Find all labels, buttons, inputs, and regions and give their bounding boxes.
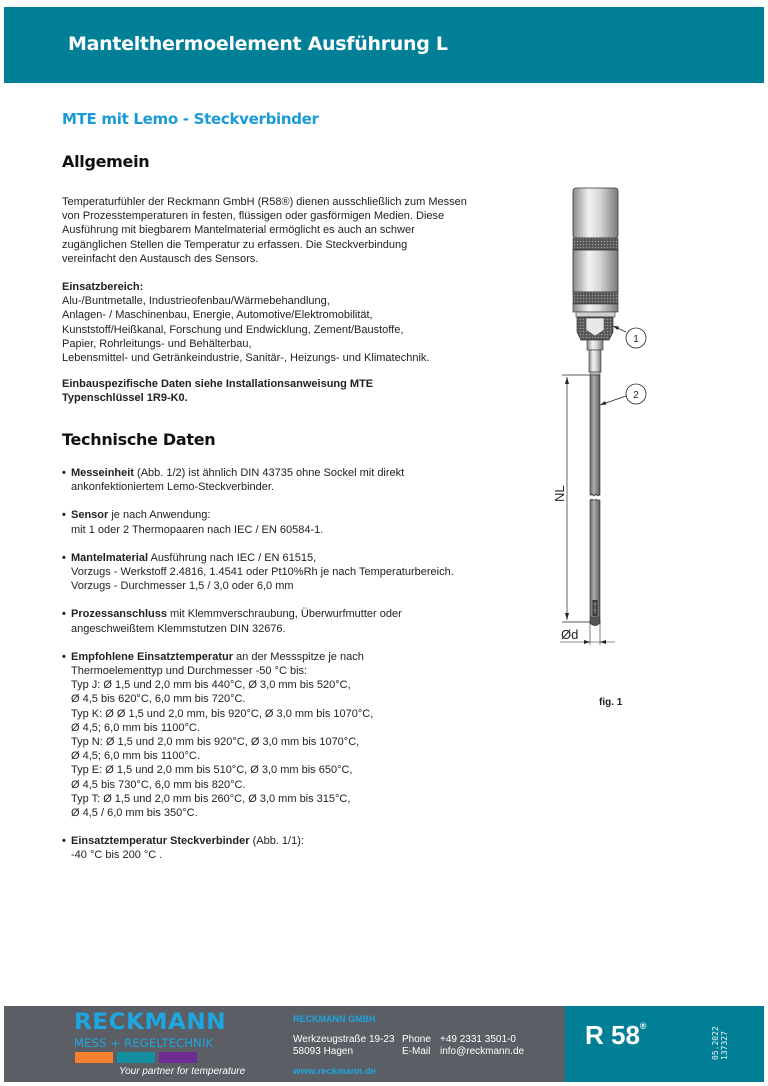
section-heading-technische-daten: Technische Daten — [62, 430, 216, 449]
document-meta — [711, 1026, 729, 1060]
email-label: E-Mail — [402, 1046, 431, 1057]
intro-line: Temperaturfühler der Reckmann GmbH (R58®) dienen ausschließlich zum Messen — [62, 196, 467, 208]
lemo-connector — [573, 188, 618, 375]
logo-bar-purple — [159, 1052, 197, 1063]
callout-2 — [600, 384, 646, 405]
bullet-line: Ø 4,5 bis 730°C, 6,0 mm bis 820°C. — [71, 778, 246, 791]
callout-1 — [613, 326, 646, 348]
footer-company-name: RECKMANN GMBH — [293, 1014, 376, 1024]
address-city: 58093 Hagen — [293, 1046, 354, 1057]
bullet-line: Vorzugs - Werkstoff 2.4816, 1.4541 oder Pt10%Rh je nach Temperaturbereich. — [71, 566, 454, 579]
bullet-text: an der Messspitze je nach — [232, 650, 364, 663]
company-logo-subtitle: MESS + REGELTECHNIK — [74, 1036, 214, 1050]
address-street: Werkzeugstraße 19-23 — [293, 1034, 395, 1045]
bullet-line: -40 °C bis 200 °C . — [71, 849, 163, 862]
bullet-messeinheit — [62, 466, 482, 494]
bullet-title: Prozessanschluss — [71, 608, 167, 621]
logo-bar-orange — [75, 1052, 113, 1063]
intro-line: vereinfacht den Austausch des Sensors. — [62, 252, 259, 265]
footer-contact-labels — [402, 1034, 431, 1058]
website-link[interactable]: www.reckmann.de — [293, 1066, 377, 1077]
callout-1-label: 1 — [633, 334, 639, 345]
intro-paragraph — [62, 195, 482, 266]
bullet-line: Vorzugs - Durchmesser 1,5 / 3,0 oder 6,0 mm — [71, 580, 294, 593]
bullet-line: Typ J: Ø 1,5 und 2,0 mm bis 440°C, Ø 3,0 mm bis 520°C, — [71, 679, 351, 692]
bullet-text: mit Klemmverschraubung, Überwurfmutter oder — [167, 608, 402, 621]
einsatzbereich-line: Kunststoff/Heißkanal, Forschung und Endwicklung, Zement/Baustoffe, — [62, 323, 404, 336]
bullet-title: Empfohlene Einsatztemperatur — [71, 650, 233, 663]
bullet-line: Thermoelementtyp und Durchmesser -50 °C bis: — [71, 665, 308, 678]
technical-data-list — [62, 466, 482, 863]
figure-caption: fig. 1 — [599, 697, 623, 708]
einsatzbereich-block — [62, 280, 482, 365]
brand-mark — [585, 1020, 647, 1051]
document-number: 137327 — [720, 1031, 729, 1060]
bullet-einsatztemperatur — [62, 650, 482, 820]
footer-address — [293, 1034, 395, 1058]
bullet-title: Mantelmaterial — [71, 551, 149, 564]
bullet-line: Typ N: Ø 1,5 und 2,0 mm bis 920°C, Ø 3,0 mm bis 1070°C, — [71, 736, 360, 749]
bullet-line: angeschweißtem Klemmstutzen DIN 32676. — [71, 622, 286, 635]
logo-bar-teal — [117, 1052, 155, 1063]
intro-line: Ausführung mit biegbarem Mantelmaterial ermöglicht es auch an schwer — [62, 224, 415, 237]
dimension-nl-label: NL — [552, 485, 567, 502]
phone-value[interactable]: +49 2331 3501-0 — [440, 1034, 516, 1045]
einbau-note — [62, 377, 482, 405]
callout-2-label: 2 — [633, 390, 639, 401]
bullet-mantelmaterial — [62, 551, 482, 594]
bullet-text: Ausführung nach IEC / EN 61515, — [148, 551, 317, 564]
bullet-text: (Abb. 1/2) ist ähnlich DIN 43735 ohne Sockel mit direkt — [133, 467, 405, 479]
bullet-title: Sensor — [71, 509, 109, 522]
einbau-line: Typenschlüssel 1R9-K0. — [62, 392, 188, 405]
bullet-line: Typ K: Ø Ø 1,5 und 2,0 mm, bis 920°C, Ø 3,0 mm bis 1070°C, — [71, 707, 374, 720]
logo-tagline: Your partner for temperature — [119, 1066, 246, 1077]
document-date: 05.2022 — [711, 1026, 720, 1060]
bullet-line: Ø 4,5; 6,0 mm bis 1100°C. — [71, 750, 200, 763]
bullet-line: Typ T: Ø 1,5 und 2,0 mm bis 260°C, Ø 3,0 mm bis 315°C, — [71, 792, 351, 805]
bullet-line: Ø 4,5; 6,0 mm bis 1100°C. — [71, 721, 200, 734]
phone-label: Phone — [402, 1034, 431, 1045]
einsatzbereich-line: Lebensmittel- und Getränkeindustrie, Sanitär-, Heizungs- und Klimatechnik. — [62, 352, 430, 365]
footer-contact-values — [440, 1034, 524, 1058]
bullet-title: Einsatztemperatur Steckverbinder — [71, 835, 250, 848]
einsatzbereich-line: Anlagen- / Maschinenbau, Energie, Automotive/Elektromobilität, — [62, 309, 373, 322]
bullet-text: je nach Anwendung: — [108, 509, 211, 522]
einsatzbereich-line: Alu-/Buntmetalle, Industrieofenbau/Wärmebehandlung, — [62, 295, 330, 308]
bullet-prozessanschluss — [62, 607, 482, 635]
section-heading-allgemein: Allgemein — [62, 152, 150, 171]
email-link[interactable]: info@reckmann.de — [440, 1046, 525, 1057]
einbau-line: Einbauspezifische Daten siehe Installationsanweisung MTE — [62, 378, 374, 390]
dimension-diameter — [560, 620, 615, 645]
bullet-title: Messeinheit — [71, 467, 134, 479]
bullet-text: (Abb. 1/1): — [249, 835, 304, 848]
bullet-line: ankonfektioniertem Lemo-Steckverbinder. — [71, 481, 274, 494]
brand-mark-text: R 58 — [585, 1020, 640, 1050]
bullet-line: mit 1 oder 2 Thermopaaren nach IEC / EN 60584-1. — [71, 523, 324, 536]
thermocouple-figure — [540, 180, 670, 660]
intro-line: zugänglichen Stellen die Temperatur zu erfassen. Die Steckverbindung — [62, 238, 408, 251]
bullet-steckverbinder-temperatur — [62, 834, 482, 862]
einsatzbereich-line: Papier, Rohrleitungs- und Behälterbau, — [62, 337, 252, 350]
dimension-nl — [552, 375, 590, 622]
company-logo-name: RECKMANN — [74, 1010, 227, 1035]
bullet-sensor — [62, 508, 482, 536]
dimension-diameter-label: Ød — [561, 627, 579, 642]
bullet-line: Typ E: Ø 1,5 und 2,0 mm bis 510°C, Ø 3,0 mm bis 650°C, — [71, 764, 353, 777]
bullet-line: Ø 4,5 bis 620°C, 6,0 mm bis 720°C. — [71, 693, 246, 706]
page-title: Mantelthermoelement Ausführung L — [68, 33, 448, 55]
einsatzbereich-label: Einsatzbereich: — [62, 281, 144, 293]
sheath-rod — [590, 375, 600, 626]
registered-icon: ® — [639, 1021, 647, 1031]
document-subtitle: MTE mit Lemo - Steckverbinder — [62, 110, 319, 128]
bullet-line: Ø 4,5 / 6,0 mm bis 350°C. — [71, 807, 198, 820]
intro-line: von Prozesstemperaturen in festen, flüssigen oder gasförmigen Medien. Diese — [62, 210, 445, 223]
